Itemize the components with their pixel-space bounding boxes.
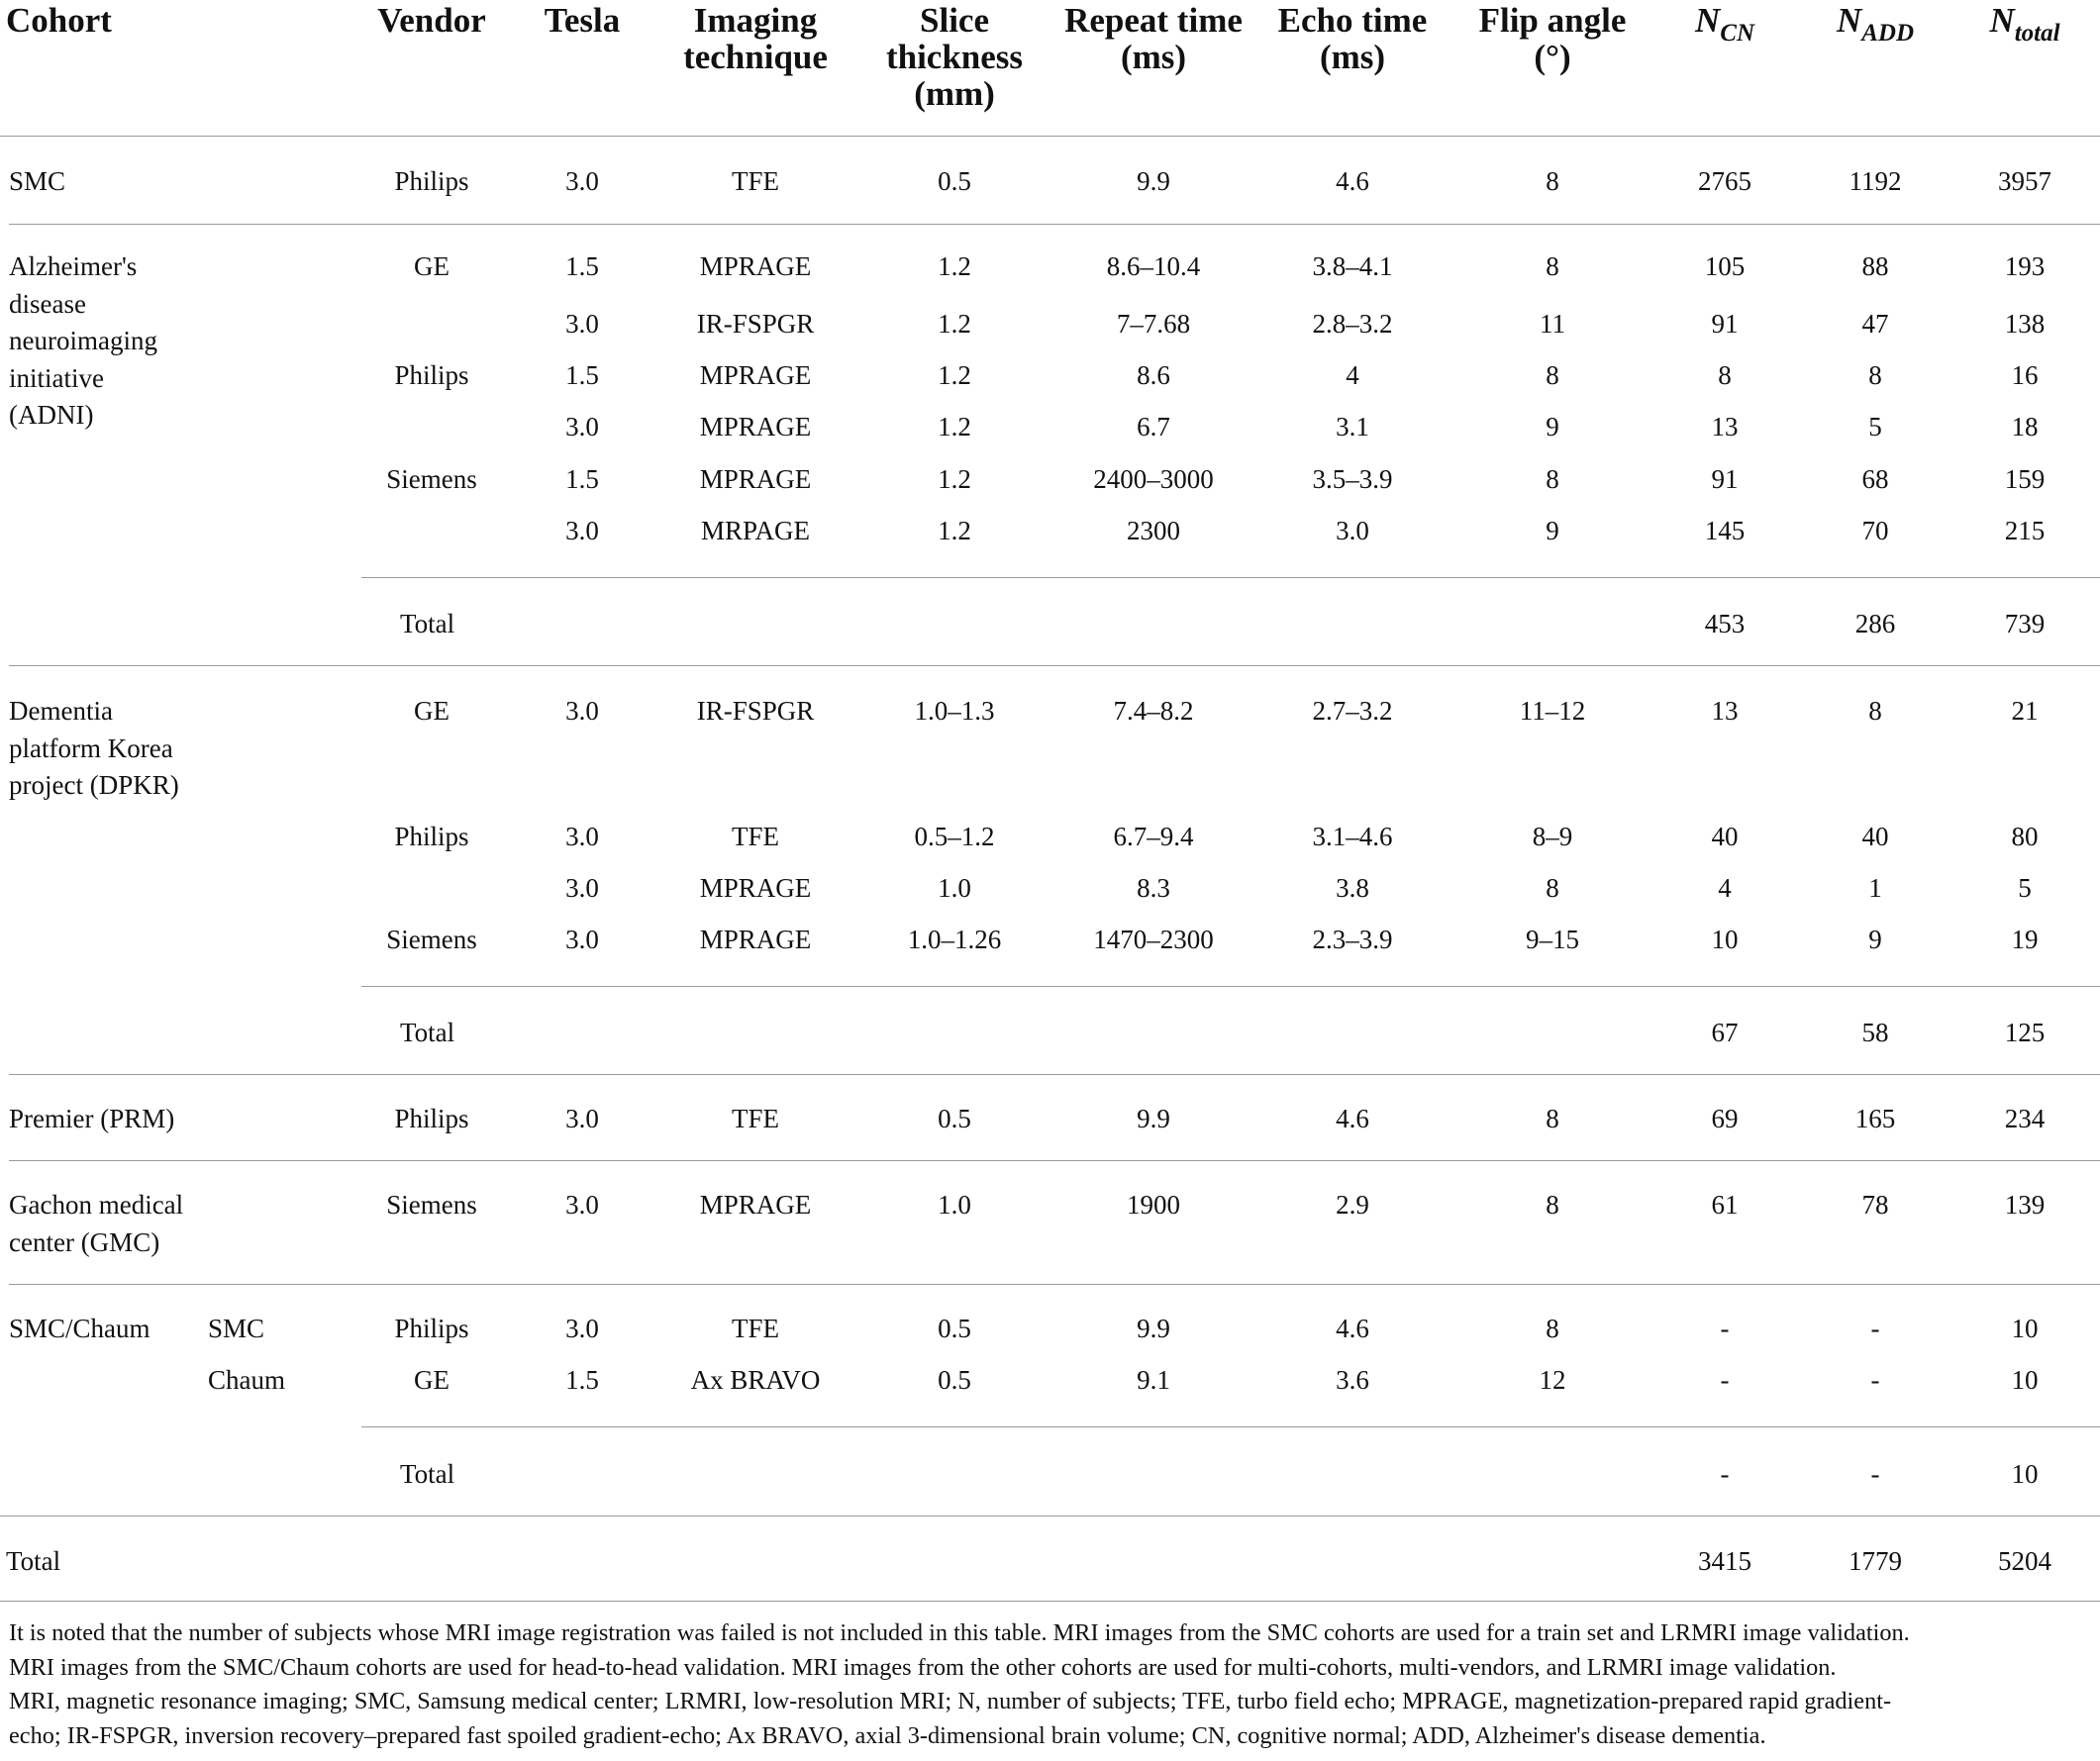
tesla-cell: 3.0 — [565, 1104, 599, 1133]
footnote-line: It is noted that the number of subjects whose MRI image registration was failed is not included in this table. MRI images from the SMC cohorts are used for a train set and LRMRI image validation. — [9, 1619, 1910, 1646]
n-add-cell: 1 — [1868, 873, 1882, 903]
n-add-cell: 40 — [1861, 822, 1889, 851]
vendor-cell: GE — [414, 1365, 450, 1395]
flip-cell: 9 — [1546, 516, 1559, 545]
vendor-cell: GE — [414, 696, 450, 726]
cohort-dpkr: Dementia platform Korea project (DPKR) — [9, 696, 179, 800]
n-cn-cell: 13 — [1711, 412, 1739, 441]
slice-cell: 0.5 — [938, 1314, 971, 1343]
echo-cell: 4.6 — [1336, 1104, 1369, 1133]
slice-cell: 1.0–1.3 — [914, 696, 995, 726]
n-cn-cell: 91 — [1711, 464, 1739, 494]
echo-cell: 3.1–4.6 — [1312, 822, 1393, 851]
sub-cohort-cell: Chaum — [208, 1365, 285, 1395]
row-rule — [9, 1284, 2100, 1285]
header-flip-angle: Flip angle (°) — [1478, 1, 1627, 76]
repeat-cell: 2400–3000 — [1093, 464, 1214, 494]
cohort-smc-chaum: SMC/Chaum — [9, 1314, 150, 1343]
n-total-cell: 16 — [2011, 360, 2039, 390]
echo-cell: 3.1 — [1336, 412, 1369, 441]
technique-cell: MPRAGE — [699, 925, 812, 954]
n-cn-cell: 8 — [1718, 360, 1732, 390]
row-rule — [9, 224, 2100, 225]
echo-cell: 3.0 — [1336, 516, 1369, 545]
n-cn-cell: 3415 — [1698, 1546, 1751, 1576]
n-total-cell: 5204 — [1998, 1546, 2051, 1576]
tesla-cell: 1.5 — [565, 464, 599, 494]
technique-cell: Ax BRAVO — [690, 1365, 821, 1395]
flip-cell: 8 — [1546, 464, 1559, 494]
n-add-cell: 1779 — [1849, 1546, 1902, 1576]
repeat-cell: 9.1 — [1137, 1365, 1170, 1395]
echo-cell: 4.6 — [1336, 166, 1369, 196]
tesla-cell: 3.0 — [565, 925, 599, 954]
repeat-cell: 2300 — [1127, 516, 1180, 545]
slice-cell: 0.5 — [938, 166, 971, 196]
n-add-cell: 68 — [1861, 464, 1889, 494]
echo-cell: 3.8–4.1 — [1312, 251, 1393, 281]
tesla-cell: 3.0 — [565, 873, 599, 903]
vendor-cell: Philips — [394, 1314, 469, 1343]
tesla-cell: 3.0 — [565, 516, 599, 545]
n-cn-cell: 145 — [1704, 516, 1746, 545]
echo-cell: 2.8–3.2 — [1312, 309, 1393, 339]
flip-cell: 8 — [1546, 873, 1559, 903]
technique-cell: TFE — [731, 166, 779, 196]
n-add-cell: 8 — [1868, 696, 1882, 726]
tesla-cell: 3.0 — [565, 1314, 599, 1343]
echo-cell: 4.6 — [1336, 1314, 1369, 1343]
tesla-cell: 3.0 — [565, 166, 599, 196]
n-cn-cell: - — [1720, 1459, 1730, 1489]
header-n-total: $N_{total}$ — [1989, 1, 2060, 47]
n-add-cell: - — [1870, 1365, 1880, 1395]
technique-cell: TFE — [731, 822, 779, 851]
n-cn-cell: 10 — [1711, 925, 1739, 954]
grand-total-label: Total — [6, 1546, 61, 1576]
technique-cell: IR-FSPGR — [696, 309, 815, 339]
repeat-cell: 6.7 — [1137, 412, 1170, 441]
n-add-cell: 58 — [1861, 1018, 1889, 1047]
echo-cell: 4 — [1346, 360, 1359, 390]
flip-cell: 11 — [1540, 309, 1565, 339]
n-add-cell: - — [1870, 1459, 1880, 1489]
tesla-cell: 3.0 — [565, 1190, 599, 1220]
slice-cell: 1.2 — [938, 309, 971, 339]
total-label: Total — [400, 609, 455, 638]
technique-cell: TFE — [731, 1314, 779, 1343]
flip-cell: 8–9 — [1532, 822, 1573, 851]
n-total-cell: 139 — [2004, 1190, 2046, 1220]
technique-cell: MPRAGE — [699, 1190, 812, 1220]
echo-cell: 3.6 — [1336, 1365, 1369, 1395]
row-rule — [361, 986, 2100, 987]
n-add-cell: 8 — [1868, 360, 1882, 390]
n-add-cell: 1192 — [1849, 166, 1902, 196]
n-total-cell: 193 — [2004, 251, 2046, 281]
row-rule — [9, 665, 2100, 666]
header-tesla: Tesla — [544, 1, 621, 40]
flip-cell: 9 — [1546, 412, 1559, 441]
echo-cell: 3.8 — [1336, 873, 1369, 903]
n-cn-cell: 40 — [1711, 822, 1739, 851]
repeat-cell: 1900 — [1127, 1190, 1180, 1220]
vendor-cell: Philips — [394, 360, 469, 390]
n-total-cell: 125 — [2004, 1018, 2046, 1047]
header-vendor: Vendor — [377, 1, 486, 40]
flip-cell: 11–12 — [1519, 696, 1586, 726]
slice-cell: 0.5 — [938, 1365, 971, 1395]
n-total-cell: 739 — [2004, 609, 2046, 638]
footnote-line: MRI images from the SMC/Chaum cohorts are used for head-to-head validation. MRI images from the other cohorts are used for multi-cohorts, multi-vendors, and LRMRI image validation. — [9, 1653, 1837, 1681]
repeat-cell: 9.9 — [1137, 1314, 1170, 1343]
n-total-cell: 10 — [2011, 1459, 2039, 1489]
technique-cell: MPRAGE — [699, 464, 812, 494]
repeat-cell: 7–7.68 — [1116, 309, 1191, 339]
total-label: Total — [400, 1459, 455, 1489]
echo-cell: 3.5–3.9 — [1312, 464, 1393, 494]
n-total-cell: 10 — [2011, 1365, 2039, 1395]
slice-cell: 1.2 — [938, 516, 971, 545]
vendor-cell: Philips — [394, 1104, 469, 1133]
vendor-cell: Siemens — [386, 464, 477, 494]
technique-cell: IR-FSPGR — [696, 696, 815, 726]
row-rule — [9, 1074, 2100, 1075]
n-total-cell: 21 — [2011, 696, 2039, 726]
n-cn-cell: 91 — [1711, 309, 1739, 339]
row-rule — [361, 1426, 2100, 1427]
n-cn-cell: - — [1720, 1314, 1730, 1343]
n-total-cell: 10 — [2011, 1314, 2039, 1343]
slice-cell: 0.5 — [938, 1104, 971, 1133]
n-total-cell: 159 — [2004, 464, 2046, 494]
flip-cell: 8 — [1546, 166, 1559, 196]
tesla-cell: 1.5 — [565, 360, 599, 390]
slice-cell: 1.2 — [938, 464, 971, 494]
slice-cell: 1.0 — [938, 873, 971, 903]
header-imaging-technique: Imaging technique — [683, 1, 828, 76]
slice-cell: 1.2 — [938, 251, 971, 281]
slice-cell: 1.2 — [938, 412, 971, 441]
n-total-cell: 234 — [2004, 1104, 2046, 1133]
repeat-cell: 1470–2300 — [1093, 925, 1214, 954]
n-total-cell: 5 — [2018, 873, 2032, 903]
tesla-cell: 3.0 — [565, 412, 599, 441]
header-echo-time: Echo time (ms) — [1277, 1, 1428, 76]
header-n-cn: $N_{CN}$ — [1694, 1, 1754, 47]
header-rule — [0, 136, 2100, 137]
tesla-cell: 3.0 — [565, 309, 599, 339]
vendor-cell: Siemens — [386, 1190, 477, 1220]
technique-cell: TFE — [731, 1104, 779, 1133]
tesla-cell: 1.5 — [565, 251, 599, 281]
technique-cell: MPRAGE — [699, 412, 812, 441]
n-total-cell: 19 — [2011, 925, 2039, 954]
n-cn-cell: - — [1720, 1365, 1730, 1395]
repeat-cell: 7.4–8.2 — [1113, 696, 1194, 726]
row-rule — [361, 577, 2100, 578]
technique-cell: MPRAGE — [699, 360, 812, 390]
n-add-cell: 47 — [1861, 309, 1889, 339]
repeat-cell: 9.9 — [1137, 166, 1170, 196]
tesla-cell: 3.0 — [565, 822, 599, 851]
slice-cell: 0.5–1.2 — [914, 822, 995, 851]
flip-cell: 8 — [1546, 1314, 1559, 1343]
n-cn-cell: 105 — [1704, 251, 1746, 281]
n-add-cell: 165 — [1854, 1104, 1896, 1133]
technique-cell: MPRAGE — [699, 873, 812, 903]
flip-cell: 8 — [1546, 1104, 1559, 1133]
footnote-line: MRI, magnetic resonance imaging; SMC, Samsung medical center; LRMRI, low-resolution MRI; N, number of subjects; TFE, turbo field echo; MPRAGE, magnetization-prepared rapid gradient- — [9, 1688, 1892, 1714]
n-add-cell: - — [1870, 1314, 1880, 1343]
header-cohort: Cohort — [6, 1, 112, 40]
n-cn-cell: 2765 — [1698, 166, 1751, 196]
table-bottom-rule — [0, 1601, 2100, 1602]
vendor-cell: Siemens — [386, 925, 477, 954]
n-add-cell: 88 — [1861, 251, 1889, 281]
table-footnote — [9, 1616, 2096, 1753]
n-add-cell: 70 — [1861, 516, 1889, 545]
repeat-cell: 8.6 — [1137, 360, 1170, 390]
tesla-cell: 1.5 — [565, 1365, 599, 1395]
slice-cell: 1.0–1.26 — [907, 925, 1002, 954]
slice-cell: 1.2 — [938, 360, 971, 390]
repeat-cell: 9.9 — [1137, 1104, 1170, 1133]
repeat-cell: 8.3 — [1137, 873, 1170, 903]
echo-cell: 2.3–3.9 — [1312, 925, 1393, 954]
tesla-cell: 3.0 — [565, 696, 599, 726]
flip-cell: 8 — [1546, 1190, 1559, 1220]
header-repeat-time: Repeat time (ms) — [1064, 1, 1243, 76]
vendor-cell: Philips — [394, 822, 469, 851]
repeat-cell: 6.7–9.4 — [1113, 822, 1194, 851]
n-add-cell: 9 — [1868, 925, 1882, 954]
header-slice-thickness: Slice thickness (mm) — [885, 1, 1024, 113]
n-total-cell: 3957 — [1998, 166, 2051, 196]
technique-cell: MRPAGE — [700, 516, 811, 545]
n-cn-cell: 13 — [1711, 696, 1739, 726]
total-label: Total — [400, 1018, 455, 1047]
echo-cell: 2.9 — [1336, 1190, 1369, 1220]
cohort-smc: SMC — [9, 166, 66, 196]
vendor-cell: GE — [414, 251, 450, 281]
n-total-cell: 215 — [2004, 516, 2046, 545]
n-add-cell: 5 — [1868, 412, 1882, 441]
technique-cell: MPRAGE — [699, 251, 812, 281]
n-cn-cell: 4 — [1718, 873, 1732, 903]
footnote-line: echo; IR-FSPGR, inversion recovery–prepared fast spoiled gradient-echo; Ax BRAVO, axial 3-dimensional brain volume; CN, cognitive normal; ADD, Alzheimer's disease dementia. — [9, 1721, 1766, 1749]
n-total-cell: 80 — [2011, 822, 2039, 851]
slice-cell: 1.0 — [938, 1190, 971, 1220]
row-rule — [9, 1160, 2100, 1161]
n-cn-cell: 67 — [1711, 1018, 1739, 1047]
n-total-cell: 18 — [2011, 412, 2039, 441]
flip-cell: 12 — [1539, 1365, 1566, 1395]
n-cn-cell: 69 — [1711, 1104, 1739, 1133]
cohort-adni: Alzheimer's disease neuroimaging initiative (ADNI) — [9, 251, 157, 430]
n-add-cell: 78 — [1861, 1190, 1889, 1220]
flip-cell: 9–15 — [1526, 925, 1579, 954]
cohort-gmc: Gachon medical center (GMC) — [9, 1190, 184, 1257]
n-total-cell: 138 — [2004, 309, 2046, 339]
n-cn-cell: 61 — [1711, 1190, 1739, 1220]
flip-cell: 8 — [1546, 251, 1559, 281]
n-cn-cell: 453 — [1704, 609, 1746, 638]
n-add-cell: 286 — [1854, 609, 1896, 638]
cohort-prm: Premier (PRM) — [9, 1104, 175, 1133]
sub-cohort-cell: SMC — [208, 1314, 265, 1343]
repeat-cell: 8.6–10.4 — [1106, 251, 1201, 281]
echo-cell: 2.7–3.2 — [1312, 696, 1393, 726]
header-n-add: $N_{ADD}$ — [1836, 1, 1915, 47]
flip-cell: 8 — [1546, 360, 1559, 390]
vendor-cell: Philips — [394, 166, 469, 196]
